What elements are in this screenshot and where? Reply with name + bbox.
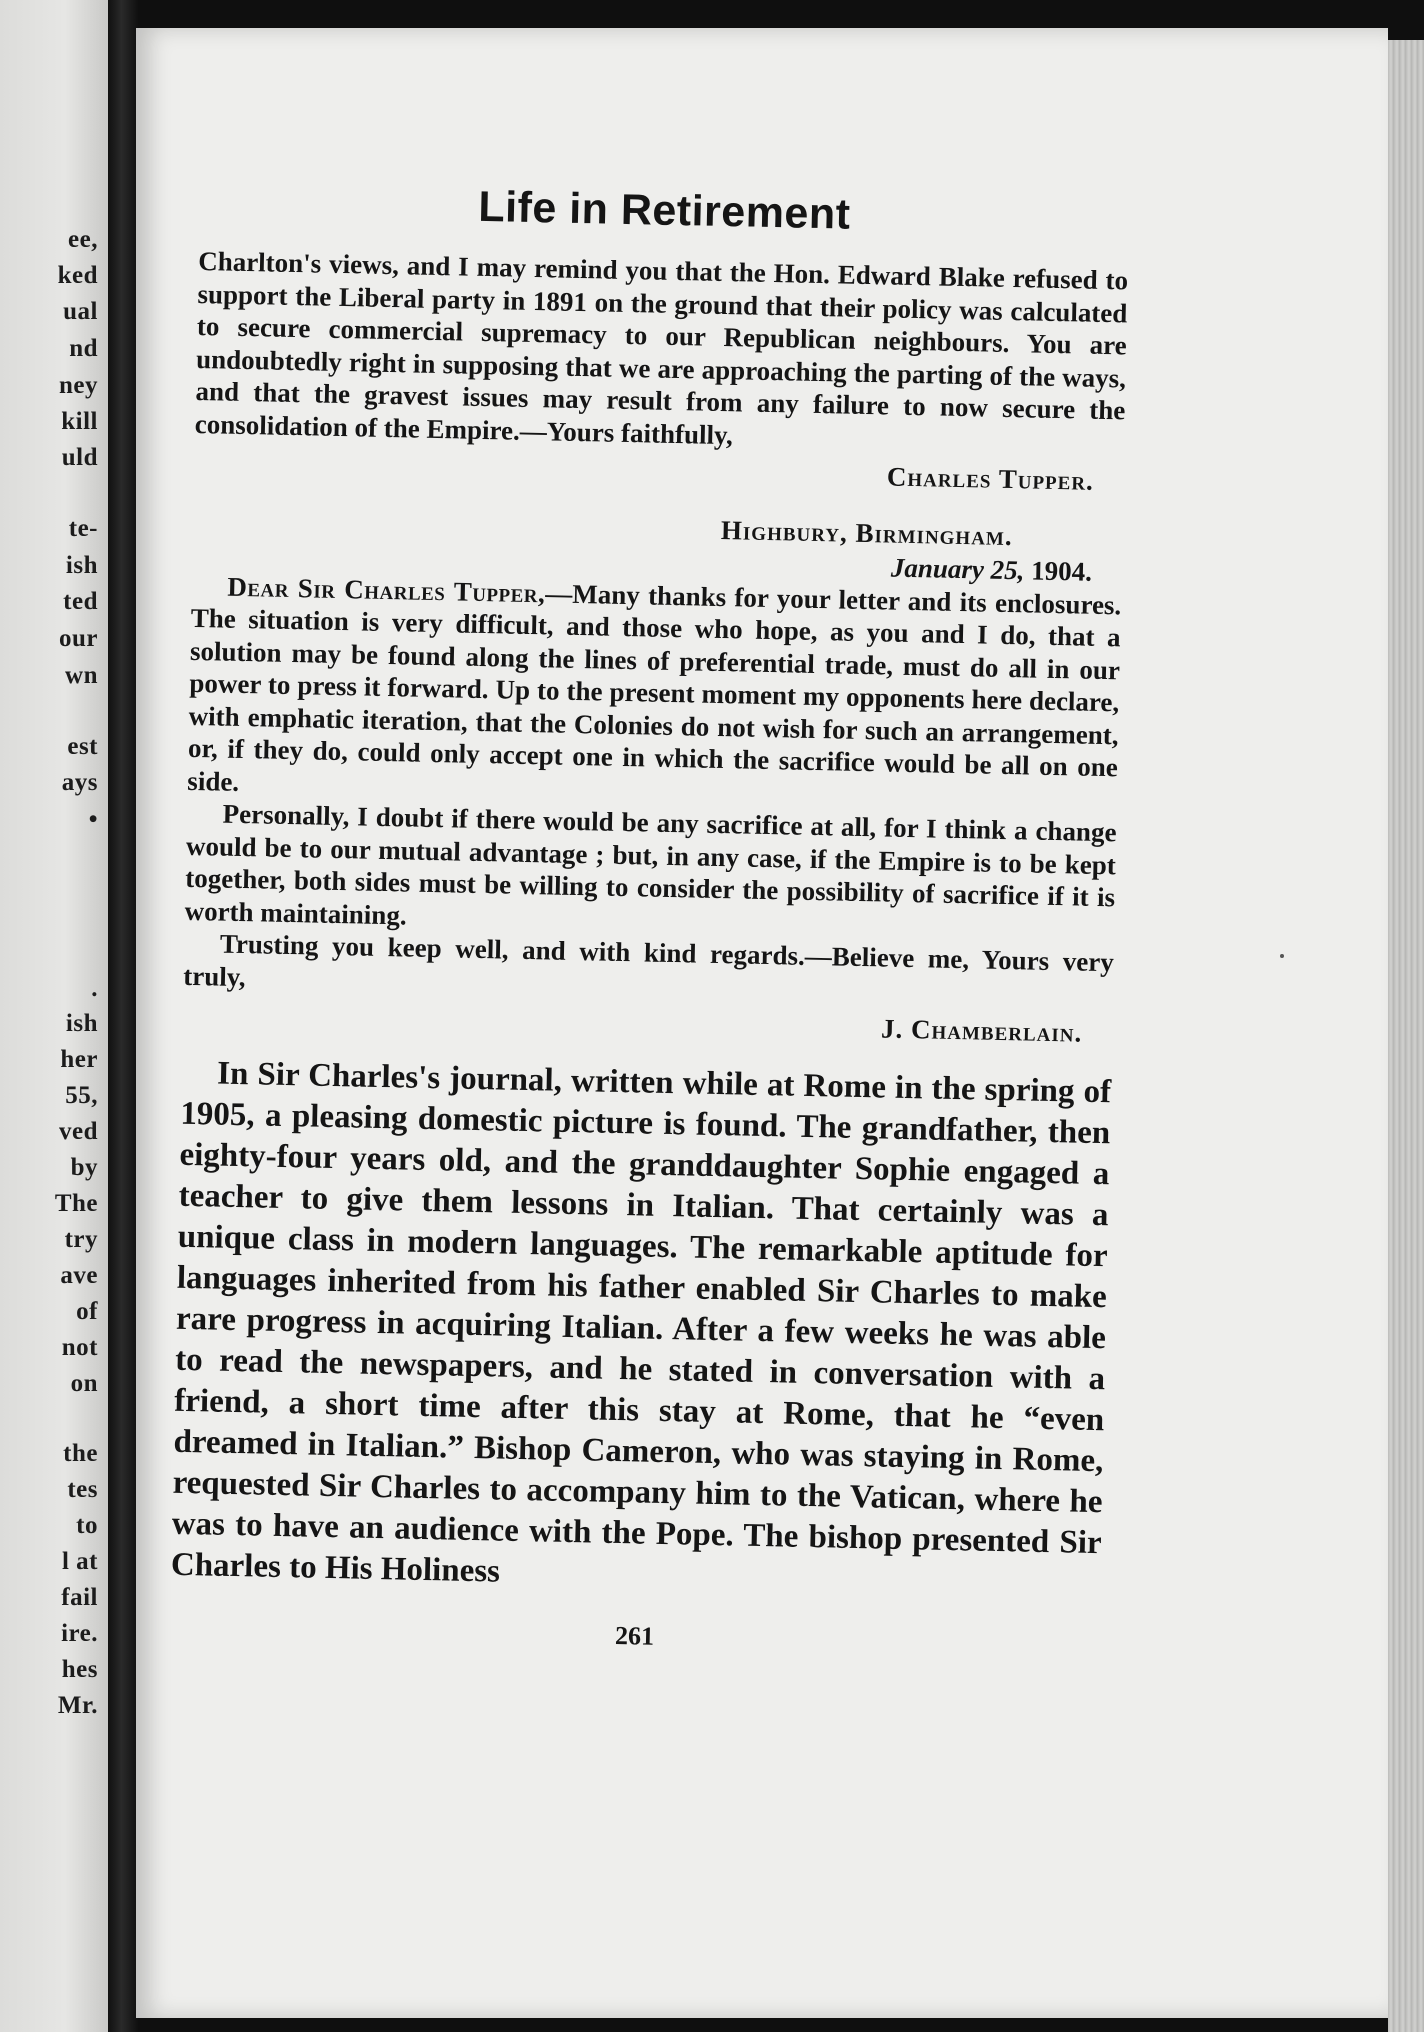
- facing-page-fragment: ave: [60, 1262, 98, 1289]
- facing-page-fragment: the: [63, 1440, 98, 1467]
- facing-page-fragment: ish: [65, 552, 98, 579]
- facing-page-fragment: tes: [67, 1476, 98, 1503]
- facing-page-fragment: The: [54, 1190, 98, 1217]
- facing-page-fragment: ted: [63, 588, 98, 615]
- facing-page-fragment: ney: [59, 372, 98, 399]
- facing-page-fragment: by: [70, 1154, 98, 1181]
- facing-page-fragment: est: [67, 733, 98, 760]
- narrative-section: [171, 1053, 1112, 1605]
- tupper-signature: Charles Tupper.: [886, 461, 1095, 497]
- salutation: Dear Sir Charles Tupper,: [227, 571, 546, 609]
- page-number: 261: [614, 1620, 655, 1651]
- chamberlain-signature: J. Chamberlain.: [880, 1013, 1083, 1048]
- facing-page-fragment: of: [76, 1298, 98, 1325]
- chamberlain-para-3: Trusting you keep well, and with kind regards.—Believe me, Yours very truly,: [182, 928, 1115, 992]
- chamberlain-para-1: [187, 570, 1122, 817]
- facing-page-fragment: te-: [68, 515, 98, 542]
- tupper-letter-text: Charlton's views, and I may remind you that the Hon. Edward Blake refused to support the Liberal party in 1891 on the ground that their policy was calculated to secure commercial supremacy to our Republican neighbours. You are undoubtedly right in supposing that we are approaching the parting of the ways, and that the gravest issues may result from any failure to now secure the consolidation of the Empire.—Yours faithfully,: [194, 246, 1129, 451]
- facing-page-fragment: kill: [61, 408, 98, 435]
- letters: [182, 245, 1128, 1050]
- book-gutter: [108, 0, 138, 2032]
- facing-page-fragment: ved: [59, 1118, 98, 1145]
- facing-page-fragment: hes: [61, 1656, 98, 1683]
- facing-page-fragment: ays: [61, 769, 98, 796]
- facing-page-fragment: her: [60, 1046, 98, 1073]
- facing-page-fragment: uld: [61, 444, 98, 471]
- facing-page-fragment: fail: [61, 1584, 98, 1611]
- facing-page-fragment: nd: [69, 335, 98, 362]
- facing-page-fragment: on: [70, 1370, 98, 1397]
- speck: [1280, 954, 1284, 958]
- facing-page-fragment: ire.: [61, 1620, 98, 1647]
- facing-page-fragment: ual: [63, 298, 98, 325]
- facing-page-fragment: .: [91, 975, 98, 1002]
- facing-page-fragment: •: [88, 806, 98, 833]
- facing-page-fragment: wn: [65, 662, 98, 689]
- page-stack-edge: [1388, 40, 1424, 2032]
- narrative-paragraph: In Sir Charles's journal, written while at Rome in the spring of 1905, a pleasing domestic picture is found. The grandfather, then eighty-four years old, and the granddaughter Sophie engaged a teacher to give them lessons in Italian. That certainly was a unique class in modern languages. The remarkable aptitude for languages inherited from his father enabled Sir Charles to make rare progress in acquiring Italian. After a few weeks he was able to read the newspapers, and he stated in conversation with a friend, a short time after this stay at Rome, that he “even dreamed in Italian.” Bishop Cameron, who was staying in Rome, requested Sir Charles to accompany him to the Vatican, where he was to have an audience with the Pope. The bishop presented Sir Charles to His Holiness: [170, 1055, 1112, 1590]
- facing-page-edge: [0, 0, 108, 2032]
- chamberlain-para-1-text: —Many thanks for your letter and its enclosures. The situation is very difficult, and those who hope, as you and I do, that a solution may be found along the lines of preferential trade, must do all in our power to press it forward. Up to the present moment my opponents here declare, with emphatic iteration, that the Colonies do not wish for such an arrangement, or, if they do, could only accept one in which the sacrifice would be all on one side.: [187, 578, 1122, 797]
- letter-date-month: January 25,: [890, 552, 1025, 586]
- letter-address: Highbury, Birmingham.: [720, 514, 1013, 551]
- page-content: [169, 178, 1129, 1661]
- facing-page-fragment: ee,: [68, 226, 98, 253]
- facing-page-fragment: 55,: [65, 1082, 98, 1109]
- facing-page-fragment: try: [64, 1226, 98, 1253]
- running-title: Life in Retirement: [477, 182, 851, 239]
- facing-page-fragment: l at: [61, 1548, 98, 1575]
- facing-page-fragment: Mr.: [57, 1692, 98, 1719]
- facing-page-fragment: our: [59, 625, 98, 652]
- letter-date-year: 1904.: [1030, 555, 1093, 588]
- facing-page-fragment: ked: [57, 262, 98, 289]
- facing-page-fragment: not: [61, 1334, 98, 1361]
- chamberlain-para-2: Personally, I doubt if there would be any sacrifice at all, for I think a change would be to our mutual advantage ; but, in any case, if the Empire is to be kept together, both sides must be willing to consider the possibility of sacrifice if it is worth maintaining.: [184, 798, 1117, 931]
- facing-page-fragment: ish: [65, 1010, 98, 1037]
- facing-page-fragment: to: [76, 1512, 98, 1539]
